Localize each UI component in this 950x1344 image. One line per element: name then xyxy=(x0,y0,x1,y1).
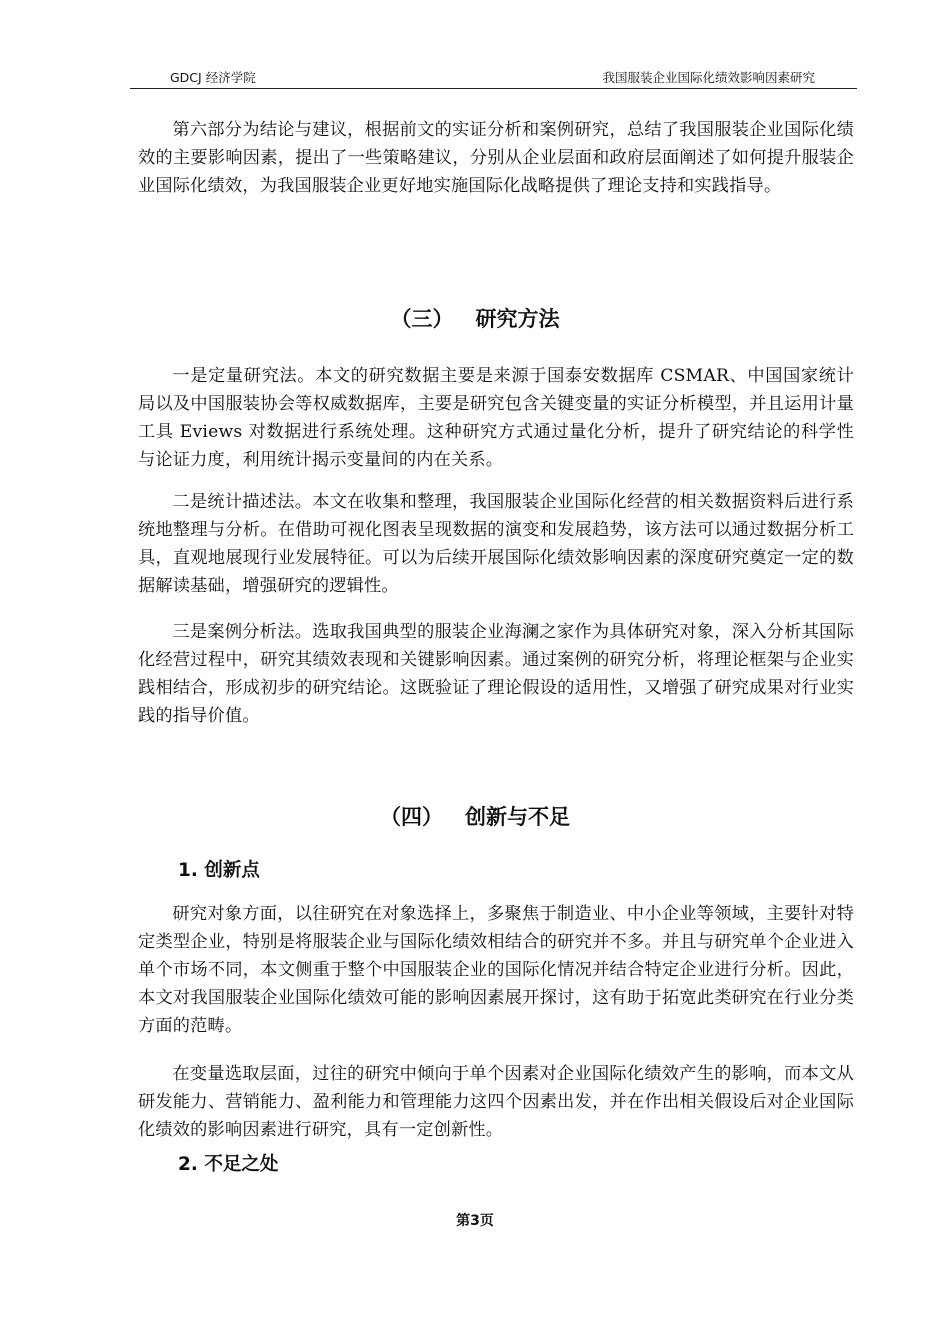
page-number: 第3页 xyxy=(456,1213,494,1229)
section-4-title: 创新与不足 xyxy=(465,805,570,829)
section-3-paragraph-3: 三是案例分析法。选取我国典型的服装企业海澜之家作为具体研究对象，深入分析其国际化经营过程中，研究其绩效表现和关键影响因素。通过案例的研究分析，将理论框架与企业实践相结合，形成初步的研究结论。这既验证了理论假设的适用性，又增强了研究成果对行业实践的指导价值。 xyxy=(138,622,854,726)
section-3-paragraph-2: 二是统计描述法。本文在收集和整理，我国服装企业国际化经营的相关数据资料后进行系统地整理与分析。在借助可视化图表呈现数据的演变和发展趋势，该方法可以通过数据分析工具，直观地展现行业发展特征。可以为后续开展国际化绩效影响因素的深度研究奠定一定的数据解读基础，增强研究的逻辑性。 xyxy=(138,492,854,596)
header-paper-title: 我国服装企业国际化绩效影响因素研究 xyxy=(602,70,815,85)
subheading-shortcomings: 2. 不足之处 xyxy=(178,1154,279,1175)
section-3-heading xyxy=(0,304,950,334)
section-4-paragraph-2: 在变量选取层面，过往的研究中倾向于单个因素对企业国际化绩效产生的影响，而本文从研发能力、营销能力、盈利能力和管理能力这四个因素出发，并在作出相关假设后对企业国际化绩效的影响因素进行研究，具有一定创新性。 xyxy=(138,1064,854,1140)
subheading-innovation: 1. 创新点 xyxy=(178,860,260,881)
section-3-paragraph-1: 一是定量研究法。本文的研究数据主要是来源于国泰安数据库 CSMAR、中国国家统计局以及中国服装协会等权威数据库，主要是研究包含关键变量的实证分析模型，并且运用计量工具 Eviews 对数据进行系统处理。这种研究方式通过量化分析，提升了研究结论的科学性与论证力度，利用统计揭示变量间的内在关系。 xyxy=(138,366,854,470)
section-3-number: （三） xyxy=(390,307,454,331)
section-4-heading xyxy=(0,802,950,832)
section-3-title: 研究方法 xyxy=(475,307,560,331)
page-header xyxy=(130,70,857,89)
section-4-paragraph-1: 研究对象方面，以往研究在对象选择上，多聚焦于制造业、中小企业等领域，主要针对特定类型企业，特别是将服装企业与国际化绩效相结合的研究并不多。并且与研究单个企业进入单个市场不同，本文侧重于整个中国服装企业的国际化情况并结合特定企业进行分析。因此，本文对我国服装企业国际化绩效可能的影响因素展开探讨，这有助于拓宽此类研究在行业分类方面的范畴。 xyxy=(138,904,854,1036)
intro-paragraph: 第六部分为结论与建议，根据前文的实证分析和案例研究，总结了我国服装企业国际化绩效的主要影响因素，提出了一些策略建议，分别从企业层面和政府层面阐述了如何提升服装企业国际化绩效，为我国服装企业更好地实施国际化战略提供了理论支持和实践指导。 xyxy=(138,120,854,196)
header-institution: GDCJ 经济学院 xyxy=(170,70,256,85)
section-4-number: （四） xyxy=(380,805,443,829)
